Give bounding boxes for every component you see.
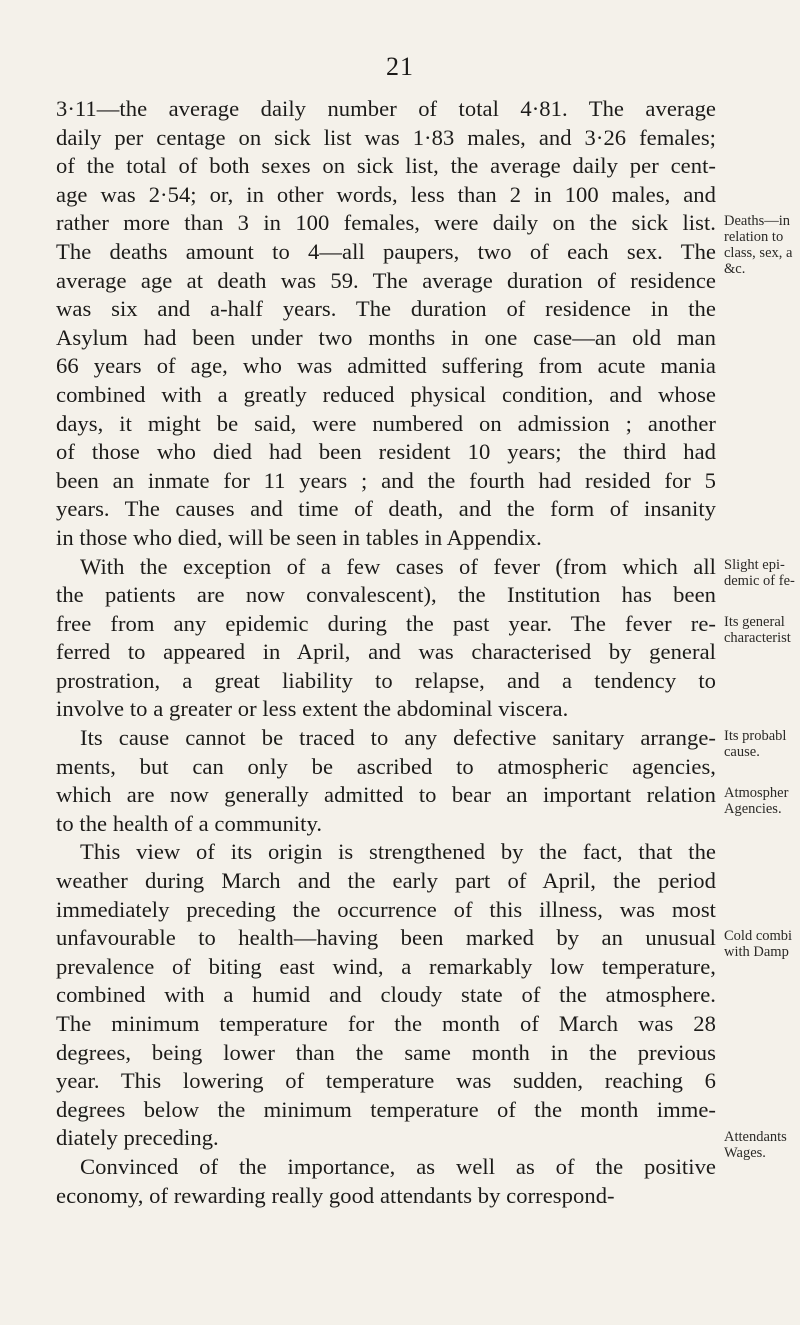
text-line: daily per centage on sick list was 1·83 males, and 3·26 females; bbox=[56, 124, 716, 150]
text-line: combined with a humid and cloudy state of the atmosphere. bbox=[56, 982, 716, 1008]
text-line: immediately preceding the occurrence of this illness, was most bbox=[56, 896, 716, 922]
text-line: ferred to appeared in April, and was characterised by general bbox=[56, 639, 716, 665]
text-line: 3·11—the average daily number of total 4·81. The average bbox=[56, 96, 716, 121]
text-line: weather during March and the early part of April, the period bbox=[56, 868, 716, 894]
text-line: rather more than 3 in 100 females, were daily on the sick list. bbox=[56, 210, 716, 236]
text-line: was six and a-half years. The duration of residence in the bbox=[56, 296, 716, 322]
text-line: The minimum temperature for the month of March was 28 bbox=[56, 1011, 716, 1036]
margin-note-line: cause. bbox=[724, 744, 760, 761]
text-line: ments, but can only be ascribed to atmospheric agencies, bbox=[56, 753, 716, 779]
margin-note-line: Its general bbox=[724, 613, 785, 630]
margin-note-line: with Damp bbox=[724, 944, 789, 961]
margin-note-line: relation to bbox=[724, 229, 784, 246]
margin-note bbox=[724, 1129, 787, 1161]
margin-note-line: Agencies. bbox=[724, 801, 782, 818]
text-line: involve to a greater or less extent the abdominal viscera. bbox=[56, 696, 569, 722]
text-line: which are now generally admitted to bear an important relation bbox=[56, 782, 716, 808]
text-line: economy, of rewarding really good attendants by correspond- bbox=[56, 1182, 615, 1208]
text-line: The deaths amount to 4—all paupers, two of each sex. The bbox=[56, 238, 716, 264]
text-line: Convinced of the importance, as well as of the positive bbox=[80, 1153, 716, 1179]
text-line: year. This lowering of temperature was sudden, reaching 6 bbox=[56, 1068, 716, 1094]
margin-note-line: Atmospher bbox=[724, 785, 789, 802]
margin-note bbox=[724, 928, 792, 960]
text-line: diately preceding. bbox=[56, 1125, 219, 1151]
text-line: With the exception of a few cases of fever (from which all bbox=[80, 553, 716, 579]
page-number: 21 bbox=[386, 52, 414, 81]
body-text bbox=[56, 95, 716, 1210]
text-line: age was 2·54; or, in other words, less than 2 in 100 males, and bbox=[56, 181, 716, 207]
text-line: of those who died had been resident 10 years; the third had bbox=[56, 439, 716, 465]
text-line: average age at death was 59. The average duration of residence bbox=[56, 267, 716, 293]
text-line: Asylum had been under two months in one case—an old man bbox=[56, 324, 716, 350]
text-line: This view of its origin is strengthened by the fact, that the bbox=[80, 839, 716, 865]
text-line: combined with a greatly reduced physical condition, and whose bbox=[56, 381, 716, 407]
margin-note-line: characterist bbox=[724, 629, 791, 646]
text-line: Its cause cannot be traced to any defective sanitary arrange- bbox=[80, 725, 716, 751]
margin-note bbox=[724, 213, 792, 277]
margin-note-line: Wages. bbox=[724, 1144, 766, 1161]
margin-note-line: demic of fe- bbox=[724, 572, 795, 589]
margin-note-line: Attendants bbox=[724, 1128, 787, 1145]
margin-note-line: Its probabl bbox=[724, 728, 787, 745]
text-line: 66 years of age, who was admitted suffering from acute mania bbox=[56, 353, 716, 379]
text-line: degrees, being lower than the same month in the previous bbox=[56, 1039, 716, 1065]
margin-note bbox=[724, 785, 788, 817]
text-line: in those who died, will be seen in tables in Appendix. bbox=[56, 524, 542, 550]
text-line: prostration, a great liability to relapse, and a tendency to bbox=[56, 667, 716, 693]
text-line: prevalence of biting east wind, a remarkably low temperature, bbox=[56, 953, 716, 979]
margin-note bbox=[724, 614, 791, 646]
text-line: days, it might be said, were numbered on admission ; another bbox=[56, 410, 716, 436]
margin-note bbox=[724, 557, 795, 589]
margin-note bbox=[724, 728, 786, 760]
text-line: of the total of both sexes on sick list, the average daily per cent- bbox=[56, 153, 716, 179]
text-line: unfavourable to health—having been marked by an unusual bbox=[56, 925, 716, 951]
text-line: been an inmate for 11 years ; and the fourth had resided for 5 bbox=[56, 467, 716, 493]
margin-notes bbox=[724, 95, 800, 1325]
text-line: free from any epidemic during the past year. The fever re- bbox=[56, 610, 716, 636]
margin-note-line: Deaths—in bbox=[724, 213, 791, 230]
text-line: the patients are now convalescent), the Institution has been bbox=[56, 582, 716, 608]
text-line: years. The causes and time of death, and the form of insanity bbox=[56, 496, 716, 522]
margin-note-line: Slight epi- bbox=[724, 556, 785, 573]
text-line: degrees below the minimum temperature of the month imme- bbox=[56, 1096, 716, 1122]
margin-note-line: Cold combi bbox=[724, 928, 793, 945]
margin-note-line: class, sex, a bbox=[724, 245, 793, 262]
margin-note-line: &c. bbox=[724, 261, 746, 278]
text-line: to the health of a community. bbox=[56, 810, 323, 836]
